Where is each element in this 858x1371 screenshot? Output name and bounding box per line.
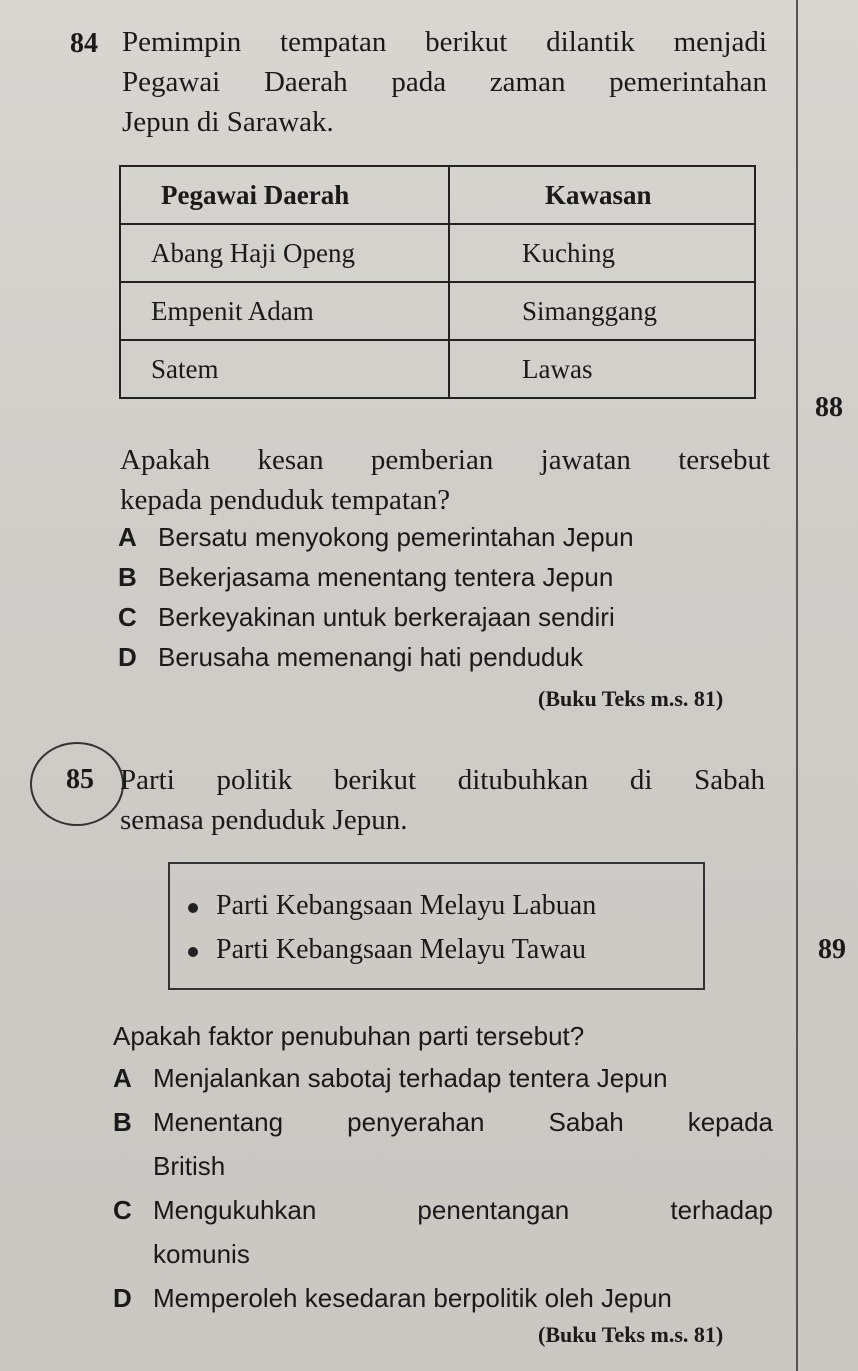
stem-line: Parti politik berikut ditubuhkan di Sabah xyxy=(120,764,765,796)
question-line: kepada penduduk tempatan? xyxy=(120,484,451,516)
option-c[interactable] xyxy=(118,597,778,637)
stem-line: semasa penduduk Jepun. xyxy=(120,804,408,836)
option-b[interactable] xyxy=(118,557,778,597)
table-cell: Lawas xyxy=(449,340,755,398)
table-header: Pegawai Daerah xyxy=(120,166,449,224)
option-text: Menentang penyerahan Sabah kepada xyxy=(153,1107,773,1137)
question-84-options xyxy=(118,517,778,677)
question-84-source: (Buku Teks m.s. 81) xyxy=(538,686,724,711)
bullet-icon xyxy=(188,903,198,913)
option-text: Menjalankan sabotaj terhadap tentera Jepun xyxy=(153,1063,668,1093)
side-number-89: 89 xyxy=(818,934,846,965)
question-85-source: (Buku Teks m.s. 81) xyxy=(538,1322,724,1347)
option-d[interactable] xyxy=(118,637,778,677)
side-number-88: 88 xyxy=(815,392,843,423)
table-header-row xyxy=(120,166,755,224)
question-84-question xyxy=(120,440,770,520)
table-cell: Simanggang xyxy=(449,282,755,340)
option-letter: B xyxy=(118,562,137,592)
table-cell: Abang Haji Openg xyxy=(120,224,449,282)
stem-line: Jepun di Sarawak. xyxy=(122,106,334,138)
option-letter: B xyxy=(113,1107,132,1137)
option-b[interactable] xyxy=(113,1102,773,1190)
table-cell: Empenit Adam xyxy=(120,282,449,340)
option-text: Berkeyakinan untuk berkerajaan sendiri xyxy=(158,602,615,632)
option-text: Bekerjasama menentang tentera Jepun xyxy=(158,562,614,592)
option-letter: D xyxy=(118,642,137,672)
page-fold-line xyxy=(796,0,798,1371)
option-letter: C xyxy=(118,602,137,632)
option-a[interactable] xyxy=(113,1058,773,1102)
table-cell: Kuching xyxy=(449,224,755,282)
question-85-stem xyxy=(120,760,765,840)
table-row xyxy=(120,340,755,398)
option-text-continued: British xyxy=(153,1151,226,1181)
option-text: Berusaha memenangi hati penduduk xyxy=(158,642,583,672)
table-header: Kawasan xyxy=(449,166,755,224)
party-list-box xyxy=(168,862,705,990)
question-84-stem xyxy=(122,22,767,142)
option-a[interactable] xyxy=(118,517,778,557)
party-item xyxy=(188,928,586,972)
bullet-icon xyxy=(188,947,198,957)
party-item-text: Parti Kebangsaan Melayu Tawau xyxy=(216,934,586,965)
table-row xyxy=(120,224,755,282)
option-text: Mengukuhkan penentangan terhadap xyxy=(153,1195,773,1225)
table-cell: Satem xyxy=(120,340,449,398)
stem-line: Pemimpin tempatan berikut dilantik menjadi xyxy=(122,26,767,58)
table-row xyxy=(120,282,755,340)
option-letter: A xyxy=(113,1063,132,1093)
stem-line: Pegawai Daerah pada zaman pemerintahan xyxy=(122,66,767,98)
option-letter: C xyxy=(113,1195,132,1225)
option-letter: A xyxy=(118,522,137,552)
option-c[interactable] xyxy=(113,1190,773,1278)
question-85-question: Apakah faktor penubuhan parti tersebut? xyxy=(113,1021,585,1051)
question-line: Apakah kesan pemberian jawatan tersebut xyxy=(120,444,770,476)
option-text-continued: komunis xyxy=(153,1239,250,1269)
district-officer-table xyxy=(119,165,756,399)
question-85-number: 85 xyxy=(66,764,94,795)
option-letter: D xyxy=(113,1283,132,1313)
party-item-text: Parti Kebangsaan Melayu Labuan xyxy=(216,890,597,921)
option-text: Memperoleh kesedaran berpolitik oleh Jepun xyxy=(153,1283,672,1313)
option-text: Bersatu menyokong pemerintahan Jepun xyxy=(158,522,634,552)
option-d[interactable] xyxy=(113,1278,773,1322)
question-85-options xyxy=(113,1058,773,1322)
party-item xyxy=(188,884,596,928)
question-84-number: 84 xyxy=(70,28,98,59)
